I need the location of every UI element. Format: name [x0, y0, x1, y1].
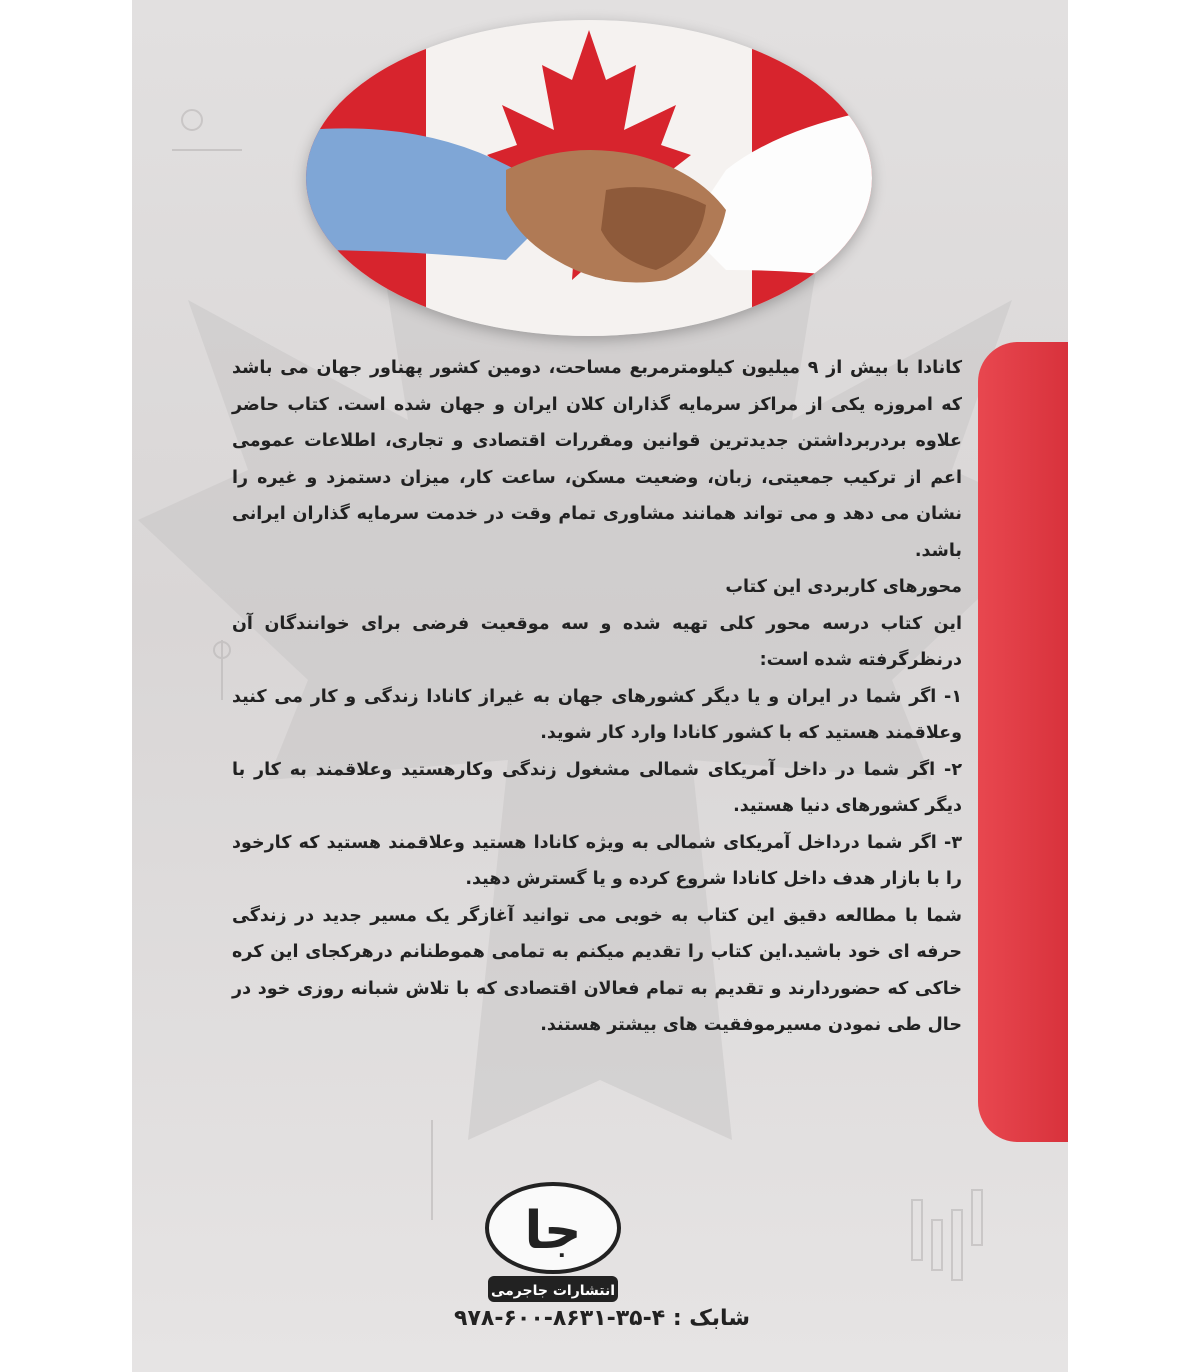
handshake-canada-flag-image	[306, 20, 872, 336]
back-cover	[132, 0, 1068, 1372]
section-heading: محورهای کاربردی این کتاب	[725, 577, 962, 597]
handshake-photo	[306, 20, 872, 336]
isbn-label: شابک :	[672, 1306, 750, 1331]
red-side-tab	[978, 342, 1068, 1142]
description-text	[232, 350, 962, 1044]
list-item-1: ۱- اگر شما در ایران و یا دیگر کشورهای جهان به غیراز کانادا زندگی و کار می کنید وعلاقمند هستید که با کشور کانادا وارد کار شوید.	[232, 686, 962, 743]
isbn-value: ۹۷۸-۶۰۰-۸۶۳۱-۳۵-۴	[454, 1306, 666, 1331]
publisher-logo-glyph: جا	[524, 1201, 582, 1261]
list-item-3: ۳- اگر شما درداخل آمریکای شمالی به ویژه کانادا هستید وعلاقمند هستید که کارخود را با بازار هدف داخل کانادا شروع کرده و یا گسترش دهید.	[232, 832, 962, 889]
closing-paragraph: شما با مطالعه دقیق این کتاب به خوبی می توانید آغازگر یک مسیر جدید در زندگی حرفه ای خود باشید.این کتاب را تقدیم میکنم به تمامی هموطنانم درهرکجای این کره خاکی که حضوردارند و تقدیم به تمام فعالان اقتصادی که با تلاش شبانه روزی خود در حال طی نمودن مسیرموفقیت های بیشتر هستند.	[232, 905, 962, 1035]
isbn-line	[372, 1306, 832, 1331]
intro-paragraph: کانادا با بیش از ۹ میلیون کیلومترمربع مساحت، دومین کشور پهناور جهان می باشد که امروزه یکی از مراکز سرمایه گذاران کلان ایران و جهان شده است. کتاب حاضر علاوه بردربرداشتن جدیدترین قوانین ومقررات اقتصادی و تجاری، اطلاعات عمومی اعم از ترکیب جمعیتی، زبان، وضعیت مسکن، ساعت کار، میزان دستمزد و غیره را نشان می دهد و می تواند همانند مشاوری تمام وقت در خدمت سرمایه گذاران ایرانی باشد.	[232, 358, 962, 561]
list-item-2: ۲- اگر شما در داخل آمریکای شمالی مشغول زندگی وکارهستید وعلاقمند به کار با دیگر کشورهای دنیا هستید.	[232, 759, 962, 816]
publisher-name: انتشارات جاجرمی	[490, 1283, 616, 1299]
publisher-logo	[482, 1182, 624, 1306]
axes-intro-paragraph: این کتاب درسه محور کلی تهیه شده و سه موقعیت فرضی برای خوانندگان آن درنظرگرفته شده است:	[232, 613, 962, 670]
